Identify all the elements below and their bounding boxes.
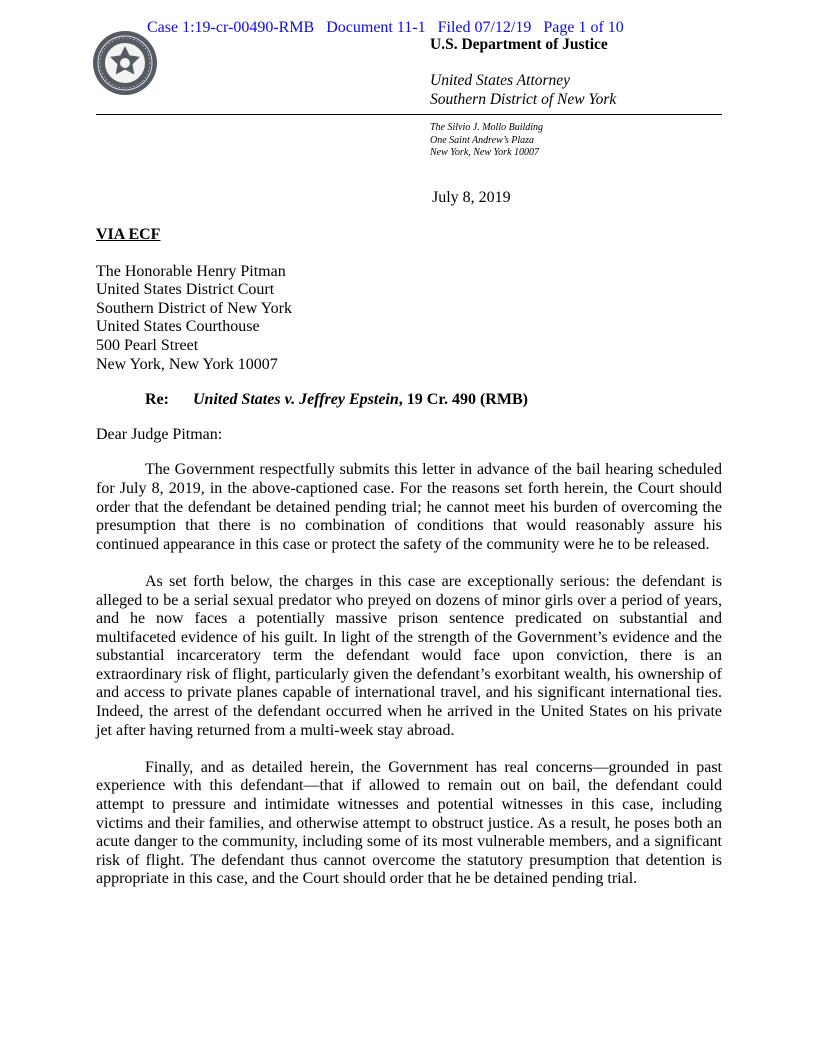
recipient-line: Southern District of New York: [96, 299, 292, 317]
letter-date: July 8, 2019: [432, 189, 511, 206]
re-case-caption: [96, 391, 722, 410]
letterhead-office: United States Attorney: [430, 72, 571, 89]
letter-body: [96, 226, 722, 908]
recipient-line: United States Courthouse: [96, 318, 260, 336]
letterhead-district: Southern District of New York: [430, 91, 617, 108]
re-docket-number: , 19 Cr. 490 (RMB): [398, 391, 528, 409]
re-party-plaintiff: United States: [193, 391, 281, 409]
body-paragraph: Finally, and as detailed herein, the Government has real concerns—grounded in past experience with this defendant—that if allowed to remain out on bail, the defendant could attempt to pressure and intimidate witnesses and potential witnesses in this case, including victims and their families, and otherwise attempt to obstruct justice. As a result, he poses both an acute danger to the community, including some of its most vulnerable members, and a significant risk of flight. The defendant thus cannot overcome the statutory presumption that detention is appropriate in this case, and the Court should order that he be detained pending trial.: [96, 758, 722, 888]
address-line: One Saint Andrew’s Plaza: [430, 134, 534, 146]
body-paragraph: The Government respectfully submits this letter in advance of the bail hearing scheduled for July 8, 2019, in the above-captioned case. For the reasons set forth herein, the Court should order that the defendant be detained pending trial; he cannot meet his burden of overcoming the presumption that there is no combination of conditions that would reasonably assure his continued appearance in this case or protect the safety of the community were he to be released.: [96, 461, 722, 553]
re-versus: v.: [280, 391, 300, 409]
re-party-defendant: Jeffrey Epstein: [299, 391, 399, 409]
via-ecf-line: VIA ECF: [96, 226, 161, 243]
address-line: The Silvio J. Mollo Building: [430, 122, 544, 133]
letterhead-department: U.S. Department of Justice: [430, 36, 608, 53]
re-label: Re:: [145, 391, 169, 409]
recipient-line: United States District Court: [96, 281, 275, 299]
recipient-line: The Honorable Henry Pitman: [96, 262, 286, 280]
recipient-address-block: [96, 263, 722, 375]
doj-seal-icon: [92, 30, 158, 96]
recipient-line: 500 Pearl Street: [96, 336, 199, 354]
ecf-case-stamp: Case 1:19-cr-00490-RMB Document 11-1 Filed 07/12/19 Page 1 of 10: [147, 19, 624, 36]
recipient-line: New York, New York 10007: [96, 355, 278, 373]
letterhead-divider: [96, 114, 722, 115]
body-paragraph: As set forth below, the charges in this case are exceptionally serious: the defendant is alleged to be a serial sexual predator who preyed on dozens of minor girls over a period of years, and he now faces a potentially massive prison sentence predicated on substantial and multifaceted evidence of his guilt. In light of the strength of the Government’s evidence and the substantial incarceratory term the defendant would face upon conviction, there is an extraordinary risk of flight, particularly given the defendant’s exorbitant wealth, his ownership of and access to private planes capable of international travel, and his significant international ties. Indeed, the arrest of the defendant occurred when he arrived in the United States on his private jet after having returned from a multi-week stay abroad.: [96, 572, 722, 739]
salutation: Dear Judge Pitman:: [96, 425, 223, 443]
letterhead-address: [430, 122, 543, 160]
letterhead: [430, 36, 730, 109]
address-line: New York, New York 10007: [430, 147, 540, 158]
